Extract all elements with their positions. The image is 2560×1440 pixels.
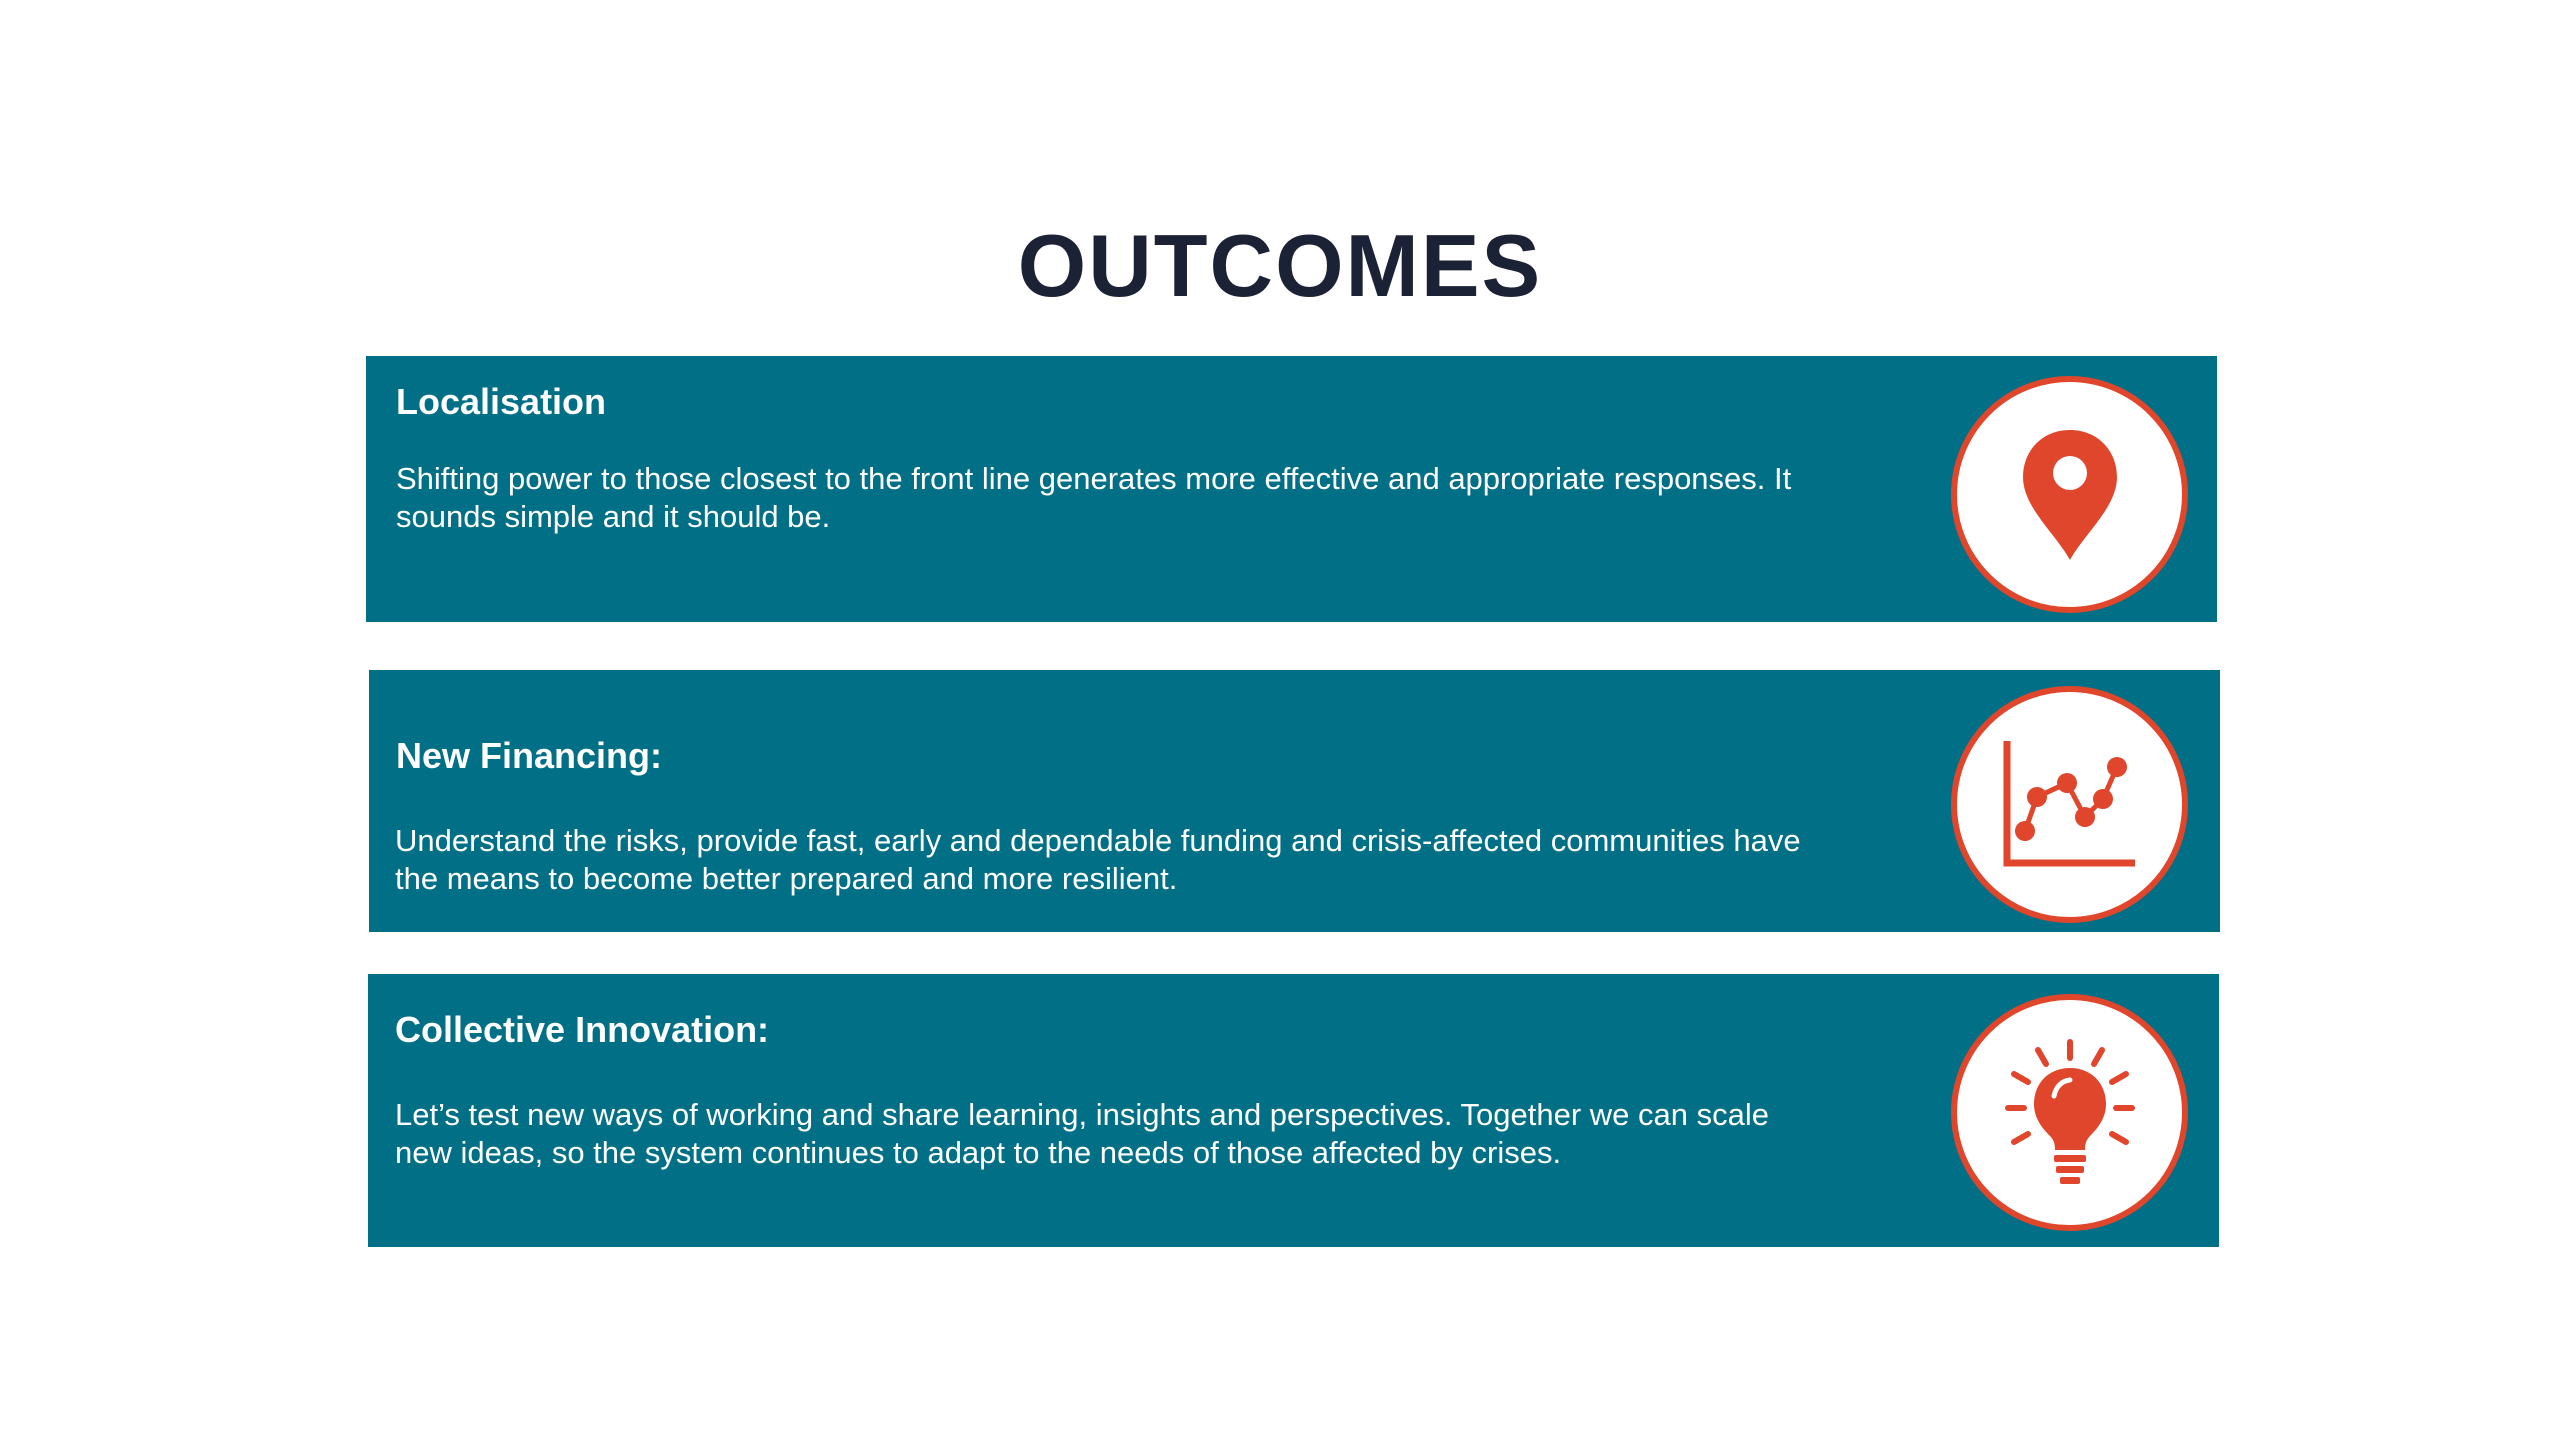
page-title: OUTCOMES bbox=[1017, 216, 1543, 315]
outcome-card-new-financing bbox=[369, 670, 2220, 932]
card-heading: Collective Innovation: bbox=[395, 1009, 770, 1050]
icon-circle bbox=[1951, 376, 2188, 613]
map-pin-icon bbox=[2015, 425, 2125, 565]
card-text: Let’s test new ways of working and share learning, insights and perspectives. Together we can scale new ideas, so the system continues to adapt to the needs of those affected by crises. bbox=[395, 1097, 1769, 1170]
icon-circle bbox=[1951, 994, 2188, 1231]
card-heading: Localisation bbox=[396, 381, 607, 422]
card-heading: New Financing: bbox=[396, 735, 663, 776]
card-text: Shifting power to those closest to the front line generates more effective and appropriate responses. It sounds simple and it should be. bbox=[396, 461, 1792, 534]
outcome-card-collective-innovation bbox=[368, 974, 2219, 1247]
lightbulb-icon bbox=[2000, 1038, 2140, 1188]
line-chart-icon bbox=[1995, 735, 2145, 875]
outcome-card-localisation bbox=[366, 356, 2217, 622]
card-text: Understand the risks, provide fast, early and dependable funding and crisis-affected communities have the means to become better prepared and more resilient. bbox=[395, 823, 1801, 896]
icon-circle bbox=[1951, 686, 2188, 923]
